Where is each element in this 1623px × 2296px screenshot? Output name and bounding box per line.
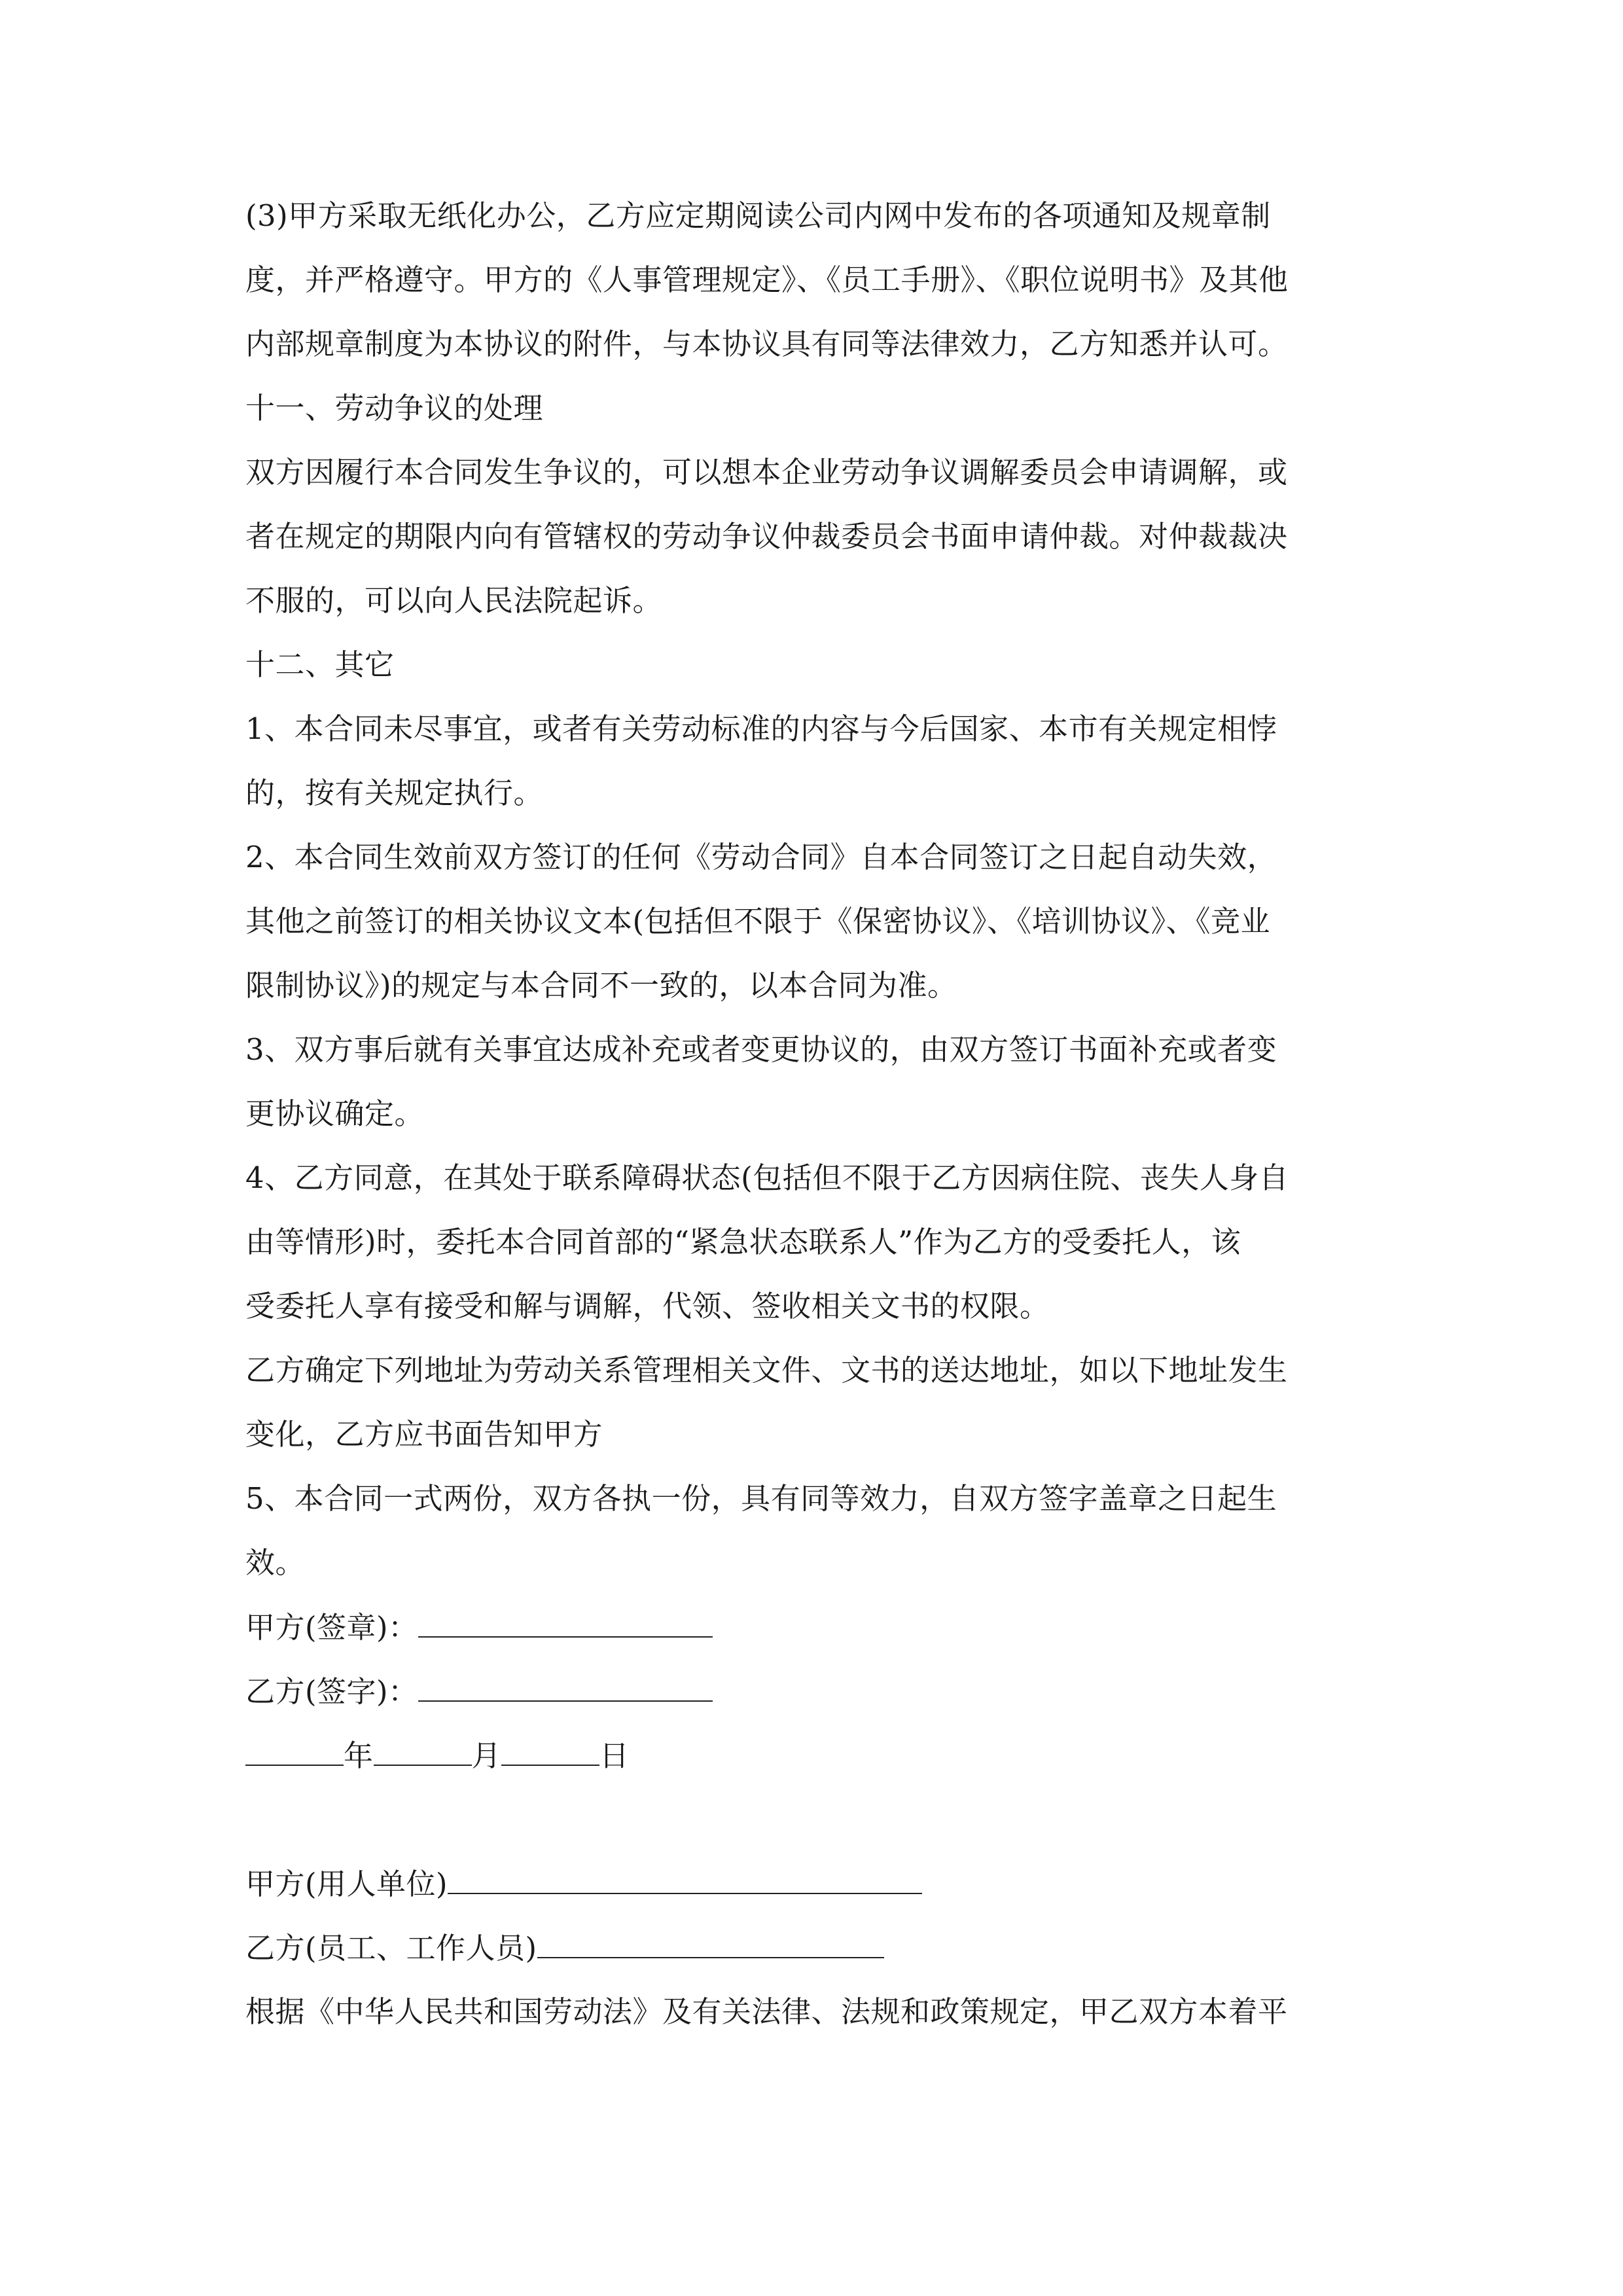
date-row [245, 1736, 630, 1775]
paragraph-line: 1、本合同未尽事宜，或者有关劳动标准的内容与今后国家、本市有关规定相悖 [245, 711, 1277, 746]
paragraph-line: 的，按有关规定执行。 [245, 776, 544, 810]
paragraph-line: 2、本合同生效前双方签订的任何《劳动合同》自本合同签订之日起自动失效， [245, 840, 1277, 874]
paragraph-line: 4、乙方同意，在其处于联系障碍状态(包括但不限于乙方因病住院、丧失人身自 [245, 1160, 1289, 1195]
paragraph-line: 双方因履行本合同发生争议的，可以想本企业劳动争议调解委员会申请调解，或 [245, 455, 1288, 490]
section-heading: 十二、其它 [245, 647, 395, 682]
employee-label: 乙方(员工、工作人员) [245, 1931, 537, 1965]
paragraph-line: 度，并严格遵守。甲方的《人事管理规定》、《员工手册》、《职位说明书》及其他 [245, 262, 1289, 297]
employer-blank[interactable] [448, 1864, 922, 1894]
party-a-signature-blank[interactable] [418, 1607, 713, 1638]
year-blank[interactable] [245, 1736, 344, 1766]
paragraph-line: (3)甲方采取无纸化办公，乙方应定期阅读公司内网中发布的各项通知及规章制 [245, 198, 1271, 233]
party-b-signature-blank[interactable] [418, 1672, 713, 1702]
party-a-signature-label: 甲方(签章)： [245, 1610, 418, 1645]
paragraph-line: 变化，乙方应书面告知甲方 [245, 1417, 603, 1452]
paragraph-line: 效。 [245, 1545, 306, 1580]
paragraph-line: 内部规章制度为本协议的附件，与本协议具有同等法律效力，乙方知悉并认可。 [245, 327, 1288, 361]
party-b-signature-row [245, 1672, 713, 1711]
paragraph-line: 受委托人享有接受和解与调解，代领、签收相关文书的权限。 [245, 1289, 1050, 1323]
party-a-signature-row [245, 1607, 713, 1647]
party-b-signature-label: 乙方(签字)： [245, 1674, 418, 1709]
employee-blank[interactable] [537, 1928, 884, 1958]
paragraph-line: 5、本合同一式两份，双方各执一份，具有同等效力，自双方签字盖章之日起生 [245, 1481, 1277, 1516]
day-blank[interactable] [501, 1736, 599, 1766]
employee-row [245, 1928, 884, 1967]
contract-intro-line: 根据《中华人民共和国劳动法》及有关法律、法规和政策规定，甲乙双方本着平 [245, 1994, 1288, 2029]
employer-row [245, 1864, 922, 1903]
paragraph-line: 不服的，可以向人民法院起诉。 [245, 583, 663, 618]
paragraph-line: 更协议确定。 [245, 1096, 425, 1131]
paragraph-line: 者在规定的期限内向有管辖权的劳动争议仲裁委员会书面申请仲裁。对仲裁裁决 [245, 519, 1288, 554]
paragraph-line: 其他之前签订的相关协议文本(包括但不限于《保密协议》、《培训协议》、《竞业 [245, 904, 1271, 939]
paragraph-line: 由等情形)时，委托本合同首部的“紧急状态联系人”作为乙方的受委托人，该 [245, 1225, 1241, 1259]
year-label: 年 [344, 1738, 374, 1773]
section-heading: 十一、劳动争议的处理 [245, 391, 544, 425]
month-blank[interactable] [374, 1736, 472, 1766]
day-label: 日 [599, 1738, 630, 1773]
paragraph-line: 乙方确定下列地址为劳动关系管理相关文件、文书的送达地址，如以下地址发生 [245, 1353, 1288, 1388]
month-label: 月 [471, 1738, 502, 1773]
paragraph-line: 限制协议》)的规定与本合同不一致的，以本合同为准。 [245, 968, 957, 1003]
paragraph-line: 3、双方事后就有关事宜达成补充或者变更协议的，由双方签订书面补充或者变 [245, 1032, 1277, 1067]
employer-label: 甲方(用人单位) [245, 1867, 448, 1901]
